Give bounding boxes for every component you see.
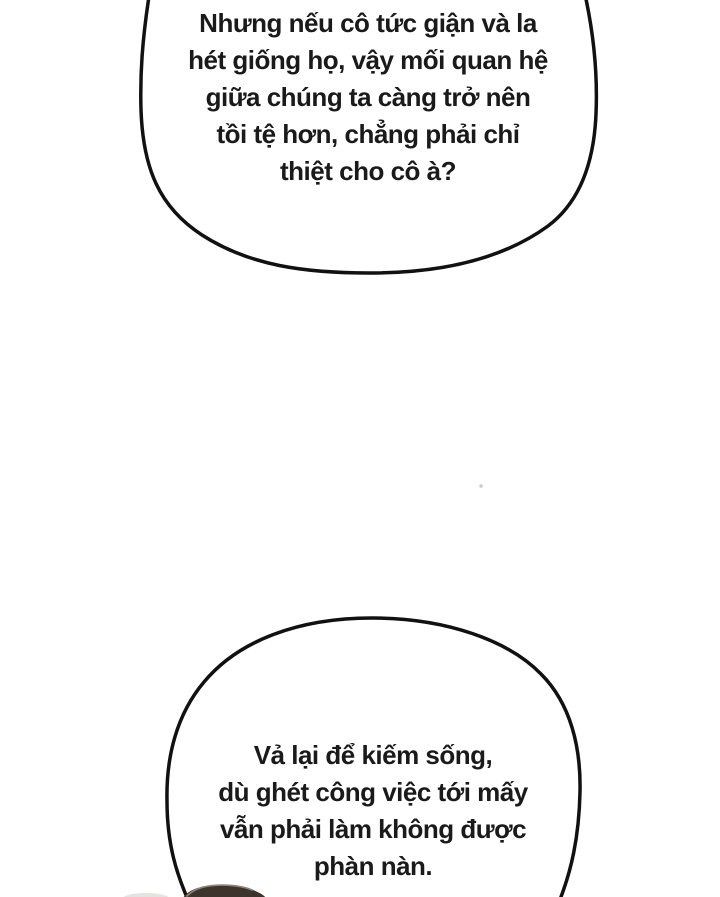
- speech-text-line: hét giống họ, vậy mối quan hệ: [188, 45, 548, 75]
- speech-text-line: thiệt cho cô à?: [280, 156, 456, 186]
- speech-text-line: phàn nàn.: [313, 851, 433, 881]
- character-hair-top: [183, 885, 266, 897]
- speech-text-line: Vả lại để kiếm sống,: [253, 740, 493, 770]
- speech-text-line: Nhưng nếu cô tức giận và la: [199, 8, 537, 38]
- speech-bubble-top-text: [108, 5, 628, 190]
- speech-bubble-bottom-text: [113, 737, 633, 885]
- speech-text-line: tồi tệ hơn, chẳng phải chỉ: [216, 119, 520, 149]
- speech-text-line: vẫn phải làm không được: [219, 814, 527, 844]
- background-speck: [479, 484, 483, 488]
- soft-shadow: [121, 893, 171, 897]
- speech-text-line: giữa chúng ta càng trở nên: [205, 82, 531, 112]
- speech-text-line: dù ghét công việc tới mấy: [218, 777, 528, 807]
